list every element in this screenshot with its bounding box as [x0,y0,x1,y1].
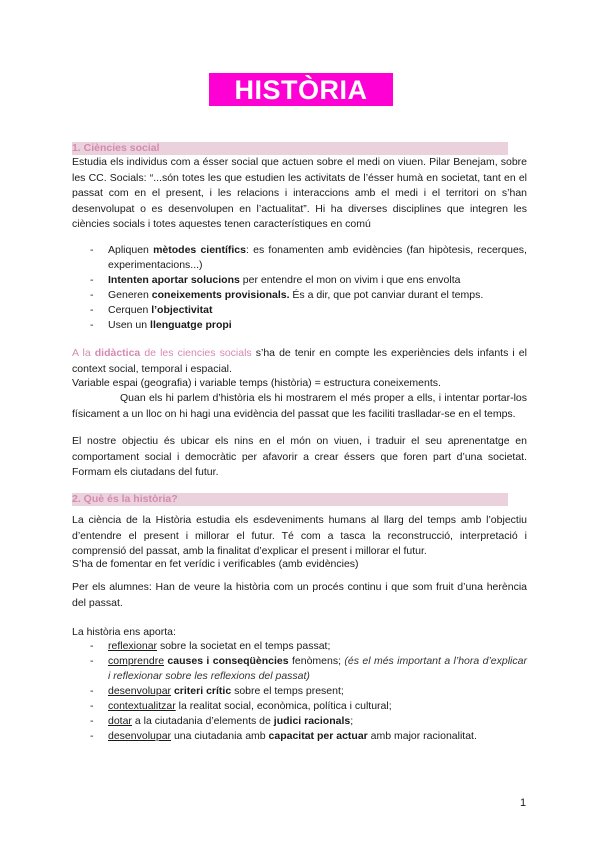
page-title: HISTÒRIA [209,73,393,106]
list-item: - desenvolupar criteri crític sobre el temps present; [90,684,527,699]
page-number: 1 [520,797,527,809]
list-item: - comprendre causes i conseqüències fenòmens; (és el més important a l’hora d’explicar i reflexionar sobre les reflexions del passat) [90,654,527,684]
characteristics-list [90,243,527,333]
list-item: - dotar a la ciutadania d’elements de judici racionals; [90,714,527,729]
fomentar-paragraph: S’ha de fomentar en fet verídic i verificables (amb evidències) [72,558,359,570]
aporta-list [90,639,527,744]
historia-paragraph: La ciència de la Història estudia els esdeveniments humans al llarg del temps amb l’objectiu d’entendre el present i millorar el futur. Té com a tasca la reconstrucció, interpretació i comprensió del passat, amb la finalitat d’explicar el present i millorar el futur. [72,514,527,557]
quan-paragraph: Quan els hi parlem d’història els hi mostrarem el més proper a ells, i intentar portar-los físicament a un lloc on hi hagi una evidència del passat que les faciliti traslladar-se en el temps. [72,392,527,420]
didactica-paragraph: A la didàctica de les ciencies socials s’ha de tenir en compte les experiències dels infants i el context social, temporal i espacial. [72,347,527,375]
list-item: - Generen coneixements provisionals. És a dir, que pot canviar durant el temps. [90,288,527,303]
variable-paragraph: Variable espai (geografia) i variable temps (història) = estructura coneixements. [72,377,441,389]
aporta-paragraph: La història ens aporta: [72,626,176,638]
section-heading-2: 2. Què és la història? [72,493,508,506]
list-item: - desenvolupar una ciutadania amb capacitat per actuar amb major racionalitat. [90,729,527,744]
list-item: - contextualitzar la realitat social, econòmica, política i cultural; [90,699,527,714]
alumnes-paragraph: Per els alumnes: Han de veure la història com un procés continu i que som fruit d’una herència del passat. [72,581,527,609]
objectiu-paragraph: El nostre objectiu és ubicar els nins en el món on viuen, i traduir el seu aprenentatge en comportament social i democràtic per afavorir a crear éssers que foren part d’una societat. Formam els ciutadans del futur. [72,435,527,478]
list-item: - Usen un llenguatge propi [90,318,527,333]
list-item: - Apliquen mètodes científics: es fonamenten amb evidències (fan hipòtesis, recerques, experimentacions...) [90,243,527,273]
list-item: - reflexionar sobre la societat en el temps passat; [90,639,527,654]
section-heading-1: 1. Ciències social [72,142,508,155]
list-item: - Cerquen l’objectivitat [90,303,527,318]
list-item: - Intenten aportar solucions per entendre el mon on vivim i que ens envolta [90,273,527,288]
intro-paragraph: Estudia els individus com a ésser social que actuen sobre el medi on viuen. Pilar Benejam, sobre les CC. Socials: “...són totes les que estudien les activitats de l’ésser humà en societat, tant en el passat com en el present, i les relacions i interaccions amb el medi i el territori on s’han desenvolupat o es desenvolupen en l’actualitat”. Hi ha diverses disciplines que integren les ciències socials i totes aquestes tenen característiques en comú [72,156,527,230]
